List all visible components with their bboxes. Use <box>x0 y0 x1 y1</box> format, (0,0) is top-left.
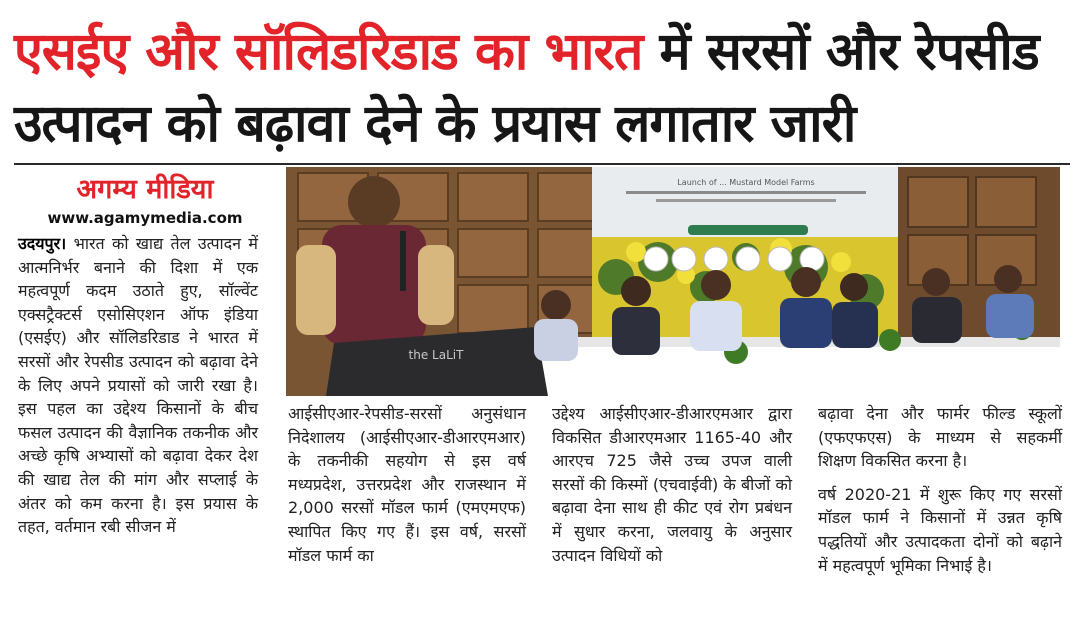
publication-logo <box>30 174 260 228</box>
article-column-3 <box>552 402 792 567</box>
column-2-text: आईसीएआर-रेपसीड-सरसों अनुसंधान निदेशालय (आईसीएआर-डीआरएमआर) के तकनीकी सहयोग से इस वर्ष मध्यप्रदेश, उत्तरप्रदेश और राजस्थान में 2,000 सरसों मॉडल फार्म (एमएमएफ) स्थापित किए गए हैं। इस वर्ष, सरसों मॉडल फार्म का <box>288 404 526 565</box>
dateline: उदयपुर। <box>18 234 67 253</box>
column-4-paragraph-1: बढ़ावा देना और फार्मर फील्ड स्कूलों (एफएफएस) के माध्यम से सहकर्मी शिक्षण विकसित करना है। <box>818 404 1062 471</box>
logo-name: अगम्य मीडिया <box>76 174 214 205</box>
article-column-1 <box>18 232 258 539</box>
headline-black-part: में सरसों और रेपसीड <box>642 22 1039 82</box>
podium-text: the LaLiT <box>408 348 464 362</box>
headline-line-2: उत्पादन को बढ़ावा देने के प्रयास लगातार जारी <box>14 94 856 154</box>
headline-divider <box>14 163 1070 165</box>
headline-red-part: एसईए और सॉलिडरिडाड का भारत <box>14 22 643 82</box>
article-column-2 <box>288 402 526 567</box>
event-photo <box>286 167 1060 396</box>
column-1-text: भारत को खाद्य तेल उत्पादन में आत्मनिर्भर बनाने की दिशा में एक महत्वपूर्ण कदम उठाते हुए, सॉल्वेंट एक्सट्रैक्टर्स एसोसिएशन ऑफ इंडिया (एसईए) और सॉलिडरिडाड ने भारत में सरसों और रेपसीड उत्पादन को बढ़ावा देने के लिए अपने प्रयासों को जारी रखा है। इस पहल का उद्देश्य किसानों के बीच फसल उत्पादन की वैज्ञानिक तकनीक और अच्छे कृषि अभ्यासों को बढ़ावा देकर देश की खाद्य तेल की मांग और सप्लाई के अंतर को कम करना है। इस प्रयास के तहत, वर्तमान रबी सीजन में <box>18 234 258 537</box>
logo-url: www.agamymedia.com <box>47 209 243 227</box>
column-3-text: उद्देश्य आईसीएआर-डीआरएमआर द्वारा विकसित डीआरएमआर 1165-40 और आरएच 725 जैसे उच्च उपज वाली सरसों की किस्मों (एचवाईवी) के बीजों को बढ़ावा देना साथ ही कीट एवं रोग प्रबंधन में सुधार करना, जलवायु के अनुसार उत्पादन विधियों को <box>552 404 792 565</box>
banner-text: Launch of ... Mustard Model Farms <box>677 178 815 187</box>
article-column-4 <box>818 402 1062 577</box>
headline <box>14 16 1070 160</box>
column-4-paragraph-2: वर्ष 2020-21 में शुरू किए गए सरसों मॉडल फार्म ने किसानों में उन्नत कृषि पद्धतियों और उत्पादकता दोनों को बढ़ाने में महत्वपूर्ण भूमिका निभाई है। <box>818 484 1062 575</box>
event-photo-illustration <box>286 167 1060 396</box>
